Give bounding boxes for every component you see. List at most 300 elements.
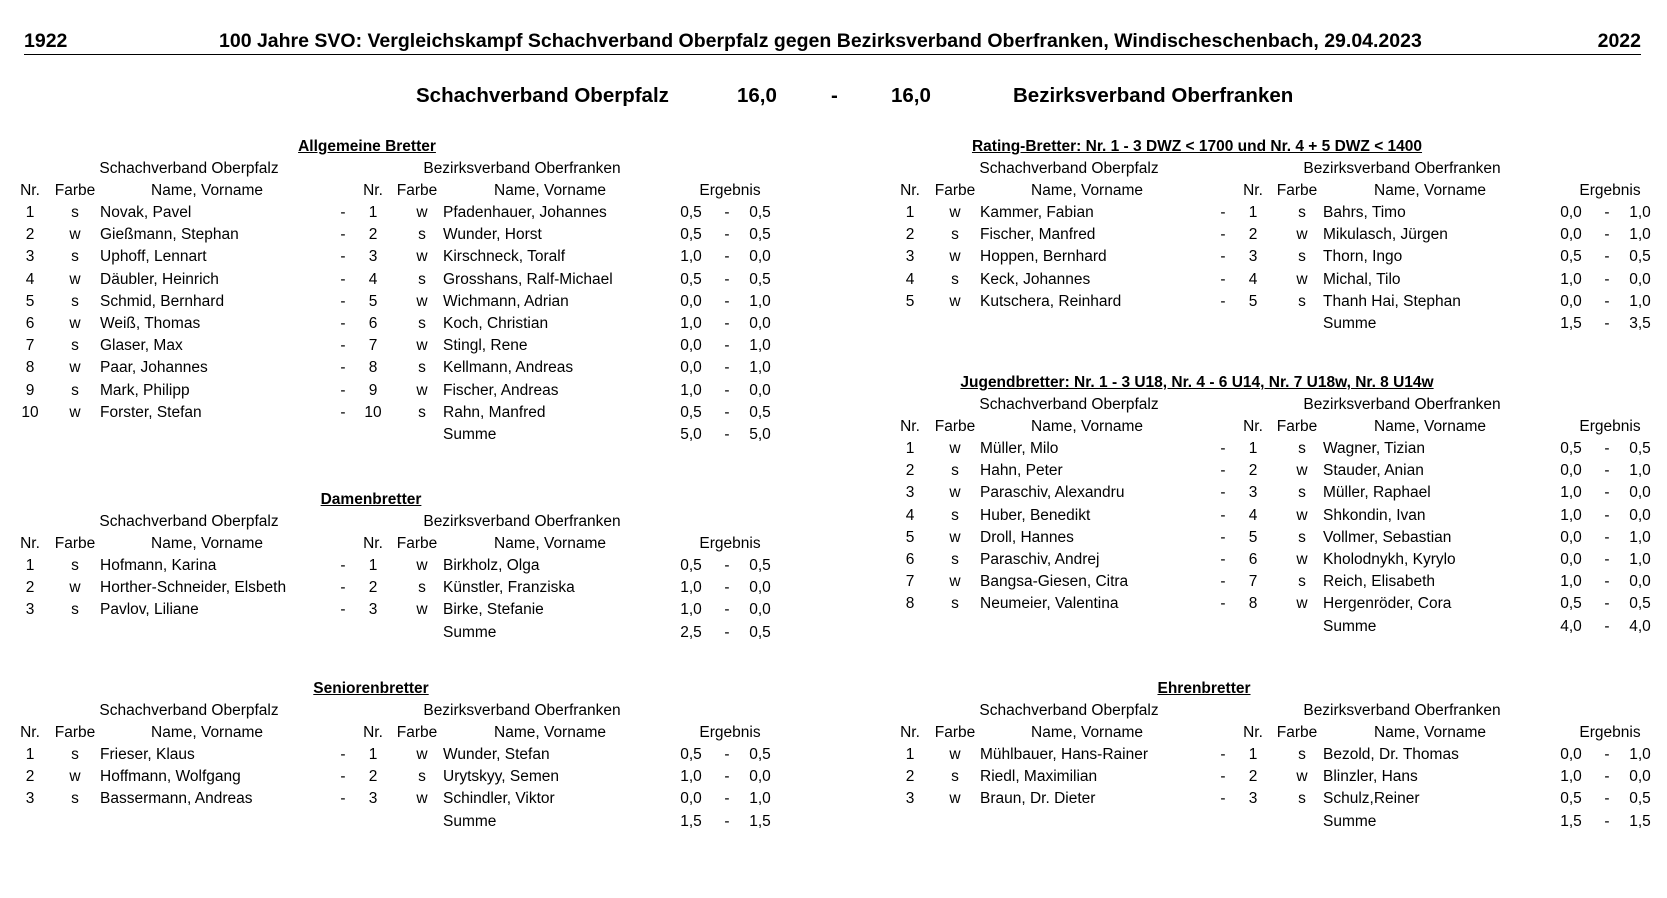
result-dash: - bbox=[724, 601, 730, 619]
pairing-dash: - bbox=[1220, 462, 1226, 480]
result-a: 0,0 bbox=[1560, 462, 1582, 480]
sum-b: 1,5 bbox=[749, 812, 771, 830]
team-a-score: 16,0 bbox=[737, 84, 777, 107]
col-nr-b: Nr. bbox=[363, 724, 383, 741]
player-b: Urytskyy, Semen bbox=[443, 768, 559, 786]
result-a: 0,0 bbox=[680, 359, 702, 377]
result-a: 1,0 bbox=[680, 248, 702, 266]
player-b: Birkholz, Olga bbox=[443, 557, 540, 574]
color-a: w bbox=[949, 484, 961, 502]
color-a: s bbox=[71, 292, 79, 310]
nr-b: 4 bbox=[1248, 270, 1258, 288]
color-b: s bbox=[1298, 573, 1306, 591]
nr-b: 3 bbox=[368, 601, 378, 619]
result-a: 1,0 bbox=[1560, 484, 1582, 502]
result-b: 1,0 bbox=[749, 337, 771, 355]
result-b: 0,5 bbox=[1629, 440, 1651, 457]
nr-b: 2 bbox=[368, 226, 378, 244]
player-a: Schmid, Bernhard bbox=[100, 292, 225, 310]
table-row bbox=[19, 313, 771, 335]
result-dash: - bbox=[724, 579, 730, 597]
result-b: 1,0 bbox=[749, 359, 771, 377]
col-nr-a: Nr. bbox=[900, 182, 920, 199]
sum-dash: - bbox=[1604, 315, 1610, 332]
color-a: s bbox=[951, 270, 959, 288]
team-a-label: Schachverband Oberpfalz bbox=[99, 702, 279, 719]
table-row bbox=[19, 202, 771, 224]
sum-a: 5,0 bbox=[680, 426, 702, 443]
nr-a: 5 bbox=[905, 528, 915, 546]
nr-a: 2 bbox=[25, 226, 35, 244]
section-title: Allgemeine Bretter bbox=[298, 138, 436, 155]
nr-a: 1 bbox=[905, 746, 915, 763]
color-b: w bbox=[1296, 768, 1308, 786]
nr-b: 3 bbox=[1248, 248, 1258, 266]
result-dash: - bbox=[1604, 790, 1610, 808]
pairing-dash: - bbox=[1220, 528, 1226, 546]
col-ergebnis: Ergebnis bbox=[1579, 724, 1641, 741]
result-dash: - bbox=[1604, 226, 1610, 244]
table-row bbox=[899, 549, 1651, 571]
player-a: Paar, Johannes bbox=[100, 359, 208, 377]
pairing-dash: - bbox=[340, 270, 346, 288]
col-name-a: Name, Vorname bbox=[1031, 724, 1143, 741]
player-a: Kutschera, Reinhard bbox=[980, 292, 1122, 310]
color-a: s bbox=[71, 248, 79, 266]
table-row bbox=[899, 269, 1651, 291]
color-a: w bbox=[949, 440, 961, 457]
player-b: Reich, Elisabeth bbox=[1323, 573, 1436, 591]
section-title: Jugendbretter: Nr. 1 - 3 U18, Nr. 4 - 6 U14, Nr. 7 U18w, Nr. 8 U14w bbox=[960, 374, 1434, 391]
player-b: Thorn, Ingo bbox=[1323, 248, 1403, 266]
result-a: 0,0 bbox=[1560, 292, 1582, 310]
col-nr-b: Nr. bbox=[363, 182, 383, 199]
result-dash: - bbox=[1604, 595, 1610, 613]
player-b: Vollmer, Sebastian bbox=[1323, 528, 1452, 546]
pairing-dash: - bbox=[1220, 484, 1226, 502]
result-b: 0,0 bbox=[1629, 768, 1651, 786]
result-b: 0,0 bbox=[1629, 506, 1651, 524]
result-b: 0,5 bbox=[749, 746, 771, 763]
nr-b: 10 bbox=[364, 403, 382, 421]
result-dash: - bbox=[724, 248, 730, 266]
result-a: 1,0 bbox=[680, 579, 702, 597]
color-b: s bbox=[1298, 528, 1306, 546]
result-a: 0,5 bbox=[680, 226, 702, 244]
color-a: s bbox=[951, 595, 959, 613]
nr-a: 10 bbox=[21, 403, 39, 421]
nr-b: 4 bbox=[368, 270, 378, 288]
col-nr-a: Nr. bbox=[20, 182, 40, 199]
color-a: w bbox=[69, 315, 81, 332]
result-dash: - bbox=[1604, 573, 1610, 591]
col-farbe-a: Farbe bbox=[934, 418, 976, 435]
color-a: w bbox=[949, 204, 961, 221]
player-b: Wunder, Stefan bbox=[443, 746, 550, 763]
color-a: s bbox=[71, 381, 79, 399]
color-b: w bbox=[416, 790, 428, 808]
col-farbe-b: Farbe bbox=[1276, 182, 1318, 199]
column-header-row bbox=[19, 180, 759, 202]
nr-a: 1 bbox=[25, 204, 35, 221]
nr-b: 1 bbox=[368, 204, 378, 221]
year-right: 2022 bbox=[1597, 30, 1641, 52]
nr-a: 1 bbox=[905, 440, 915, 457]
color-a: w bbox=[69, 768, 81, 786]
result-dash: - bbox=[724, 270, 730, 288]
col-nr-b: Nr. bbox=[363, 535, 383, 552]
col-farbe-b: Farbe bbox=[1276, 418, 1318, 435]
result-dash: - bbox=[724, 337, 730, 355]
col-ergebnis: Ergebnis bbox=[1579, 182, 1641, 199]
table-row bbox=[899, 744, 1651, 766]
player-b: Müller, Raphael bbox=[1323, 484, 1431, 502]
sum-dash: - bbox=[724, 812, 730, 830]
player-a: Horther-Schneider, Elsbeth bbox=[100, 579, 287, 597]
nr-a: 6 bbox=[905, 551, 915, 568]
result-b: 1,0 bbox=[1629, 204, 1651, 221]
result-a: 1,0 bbox=[680, 381, 702, 399]
col-name-b: Name, Vorname bbox=[494, 535, 606, 552]
result-dash: - bbox=[724, 790, 730, 808]
sum-label: Summe bbox=[443, 812, 497, 830]
player-a: Glaser, Max bbox=[100, 337, 183, 355]
nr-a: 9 bbox=[25, 381, 35, 399]
player-b: Mikulasch, Jürgen bbox=[1323, 226, 1448, 244]
player-b: Grosshans, Ralf-Michael bbox=[443, 270, 613, 288]
result-dash: - bbox=[1604, 292, 1610, 310]
result-b: 0,5 bbox=[1629, 595, 1651, 613]
result-dash: - bbox=[724, 746, 730, 763]
color-a: w bbox=[949, 746, 961, 763]
color-a: w bbox=[949, 292, 961, 310]
player-a: Hoppen, Bernhard bbox=[980, 248, 1107, 266]
player-b: Thanh Hai, Stephan bbox=[1323, 292, 1461, 310]
team-a-label: Schachverband Oberpfalz bbox=[99, 160, 279, 177]
result-dash: - bbox=[724, 557, 730, 574]
player-b: Kholodnykh, Kyrylo bbox=[1323, 551, 1456, 568]
result-b: 0,5 bbox=[749, 403, 771, 421]
pairing-dash: - bbox=[1220, 440, 1226, 457]
result-b: 1,0 bbox=[1629, 462, 1651, 480]
result-a: 1,0 bbox=[1560, 768, 1582, 786]
player-a: Novak, Pavel bbox=[100, 204, 192, 221]
nr-a: 5 bbox=[905, 292, 915, 310]
col-name-b: Name, Vorname bbox=[1374, 182, 1486, 199]
table-row bbox=[19, 555, 771, 577]
nr-b: 1 bbox=[368, 746, 378, 763]
player-b: Wagner, Tizian bbox=[1323, 440, 1425, 457]
color-b: s bbox=[418, 226, 426, 244]
result-b: 0,0 bbox=[749, 768, 771, 786]
table-row bbox=[899, 224, 1651, 246]
sum-row bbox=[19, 424, 771, 446]
result-a: 0,0 bbox=[680, 337, 702, 355]
team-a-label: Schachverband Oberpfalz bbox=[979, 702, 1159, 719]
sum-b: 5,0 bbox=[749, 426, 771, 443]
result-b: 0,0 bbox=[1629, 270, 1651, 288]
result-a: 1,0 bbox=[680, 768, 702, 786]
color-b: w bbox=[1296, 551, 1308, 568]
nr-b: 9 bbox=[368, 381, 378, 399]
table-row bbox=[899, 438, 1651, 460]
color-a: s bbox=[951, 226, 959, 244]
player-a: Neumeier, Valentina bbox=[980, 595, 1119, 613]
pairing-dash: - bbox=[340, 403, 346, 421]
result-dash: - bbox=[724, 359, 730, 377]
color-a: s bbox=[71, 204, 79, 221]
table-row bbox=[19, 269, 771, 291]
col-name-a: Name, Vorname bbox=[151, 724, 263, 741]
color-a: s bbox=[71, 746, 79, 763]
team-b-label: Bezirksverband Oberfranken bbox=[1303, 396, 1501, 413]
result-a: 0,5 bbox=[680, 270, 702, 288]
result-b: 0,5 bbox=[749, 204, 771, 221]
color-a: s bbox=[71, 337, 79, 355]
color-b: w bbox=[416, 204, 428, 221]
nr-b: 3 bbox=[368, 790, 378, 808]
player-a: Frieser, Klaus bbox=[100, 746, 195, 763]
result-b: 1,0 bbox=[1629, 746, 1651, 763]
pairing-dash: - bbox=[1220, 270, 1226, 288]
column-header-row bbox=[899, 722, 1639, 744]
color-b: s bbox=[1298, 746, 1306, 763]
nr-b: 1 bbox=[1248, 440, 1258, 457]
pairing-dash: - bbox=[340, 248, 346, 266]
table-row bbox=[899, 505, 1651, 527]
team-a-label: Schachverband Oberpfalz bbox=[99, 513, 279, 530]
color-a: w bbox=[949, 528, 961, 546]
sum-b: 4,0 bbox=[1629, 617, 1651, 635]
pairing-dash: - bbox=[340, 226, 346, 244]
result-dash: - bbox=[724, 204, 730, 221]
result-dash: - bbox=[1604, 506, 1610, 524]
player-a: Paraschiv, Andrej bbox=[980, 551, 1100, 568]
table-row bbox=[899, 766, 1651, 788]
player-b: Shkondin, Ivan bbox=[1323, 506, 1426, 524]
sum-row bbox=[899, 811, 1651, 833]
color-a: w bbox=[69, 579, 81, 597]
nr-a: 1 bbox=[905, 204, 915, 221]
color-a: w bbox=[69, 270, 81, 288]
result-dash: - bbox=[1604, 440, 1610, 457]
pairing-dash: - bbox=[1220, 573, 1226, 591]
col-nr-b: Nr. bbox=[1243, 418, 1263, 435]
team-a-name: Schachverband Oberpfalz bbox=[416, 84, 669, 107]
color-b: w bbox=[416, 601, 428, 619]
pairing-dash: - bbox=[340, 746, 346, 763]
nr-b: 8 bbox=[1248, 595, 1258, 613]
player-a: Braun, Dr. Dieter bbox=[980, 790, 1096, 808]
result-b: 0,5 bbox=[1629, 790, 1651, 808]
nr-a: 4 bbox=[25, 270, 35, 288]
sum-b: 3,5 bbox=[1629, 315, 1651, 332]
result-a: 0,0 bbox=[680, 292, 702, 310]
nr-a: 1 bbox=[25, 557, 35, 574]
result-b: 1,0 bbox=[1629, 292, 1651, 310]
col-ergebnis: Ergebnis bbox=[699, 724, 761, 741]
board-section bbox=[19, 136, 771, 443]
result-dash: - bbox=[1604, 551, 1610, 568]
player-b: Wunder, Horst bbox=[443, 226, 542, 244]
table-row bbox=[899, 246, 1651, 268]
col-name-b: Name, Vorname bbox=[1374, 418, 1486, 435]
pairing-dash: - bbox=[1220, 248, 1226, 266]
pairing-dash: - bbox=[1220, 226, 1226, 244]
color-b: w bbox=[416, 337, 428, 355]
color-b: s bbox=[1298, 484, 1306, 502]
col-farbe-a: Farbe bbox=[934, 724, 976, 741]
color-a: w bbox=[69, 226, 81, 244]
result-b: 0,5 bbox=[1629, 248, 1651, 266]
sum-label: Summe bbox=[1323, 617, 1377, 635]
player-a: Hahn, Peter bbox=[980, 462, 1063, 480]
pairing-dash: - bbox=[340, 790, 346, 808]
sum-a: 1,5 bbox=[1560, 315, 1582, 332]
result-b: 0,0 bbox=[749, 248, 771, 266]
document-header bbox=[24, 30, 1641, 55]
nr-a: 7 bbox=[25, 337, 35, 355]
result-a: 0,5 bbox=[1560, 440, 1582, 457]
nr-b: 1 bbox=[1248, 746, 1258, 763]
color-b: s bbox=[418, 270, 426, 288]
nr-a: 4 bbox=[905, 270, 915, 288]
player-b: Hergenröder, Cora bbox=[1323, 595, 1452, 613]
player-a: Kammer, Fabian bbox=[980, 204, 1094, 221]
pairing-dash: - bbox=[1220, 551, 1226, 568]
column-header-row bbox=[899, 180, 1639, 202]
nr-b: 4 bbox=[1248, 506, 1258, 524]
player-a: Hofmann, Karina bbox=[100, 557, 217, 574]
color-a: w bbox=[949, 248, 961, 266]
result-dash: - bbox=[1604, 270, 1610, 288]
nr-a: 3 bbox=[25, 601, 35, 619]
col-ergebnis: Ergebnis bbox=[699, 182, 761, 199]
result-b: 1,0 bbox=[749, 790, 771, 808]
result-dash: - bbox=[724, 315, 730, 332]
nr-a: 1 bbox=[25, 746, 35, 763]
col-name-b: Name, Vorname bbox=[494, 724, 606, 741]
player-a: Uphoff, Lennart bbox=[100, 248, 207, 266]
result-b: 0,5 bbox=[749, 226, 771, 244]
sum-row bbox=[899, 616, 1651, 638]
color-b: w bbox=[416, 746, 428, 763]
player-a: Mark, Philipp bbox=[100, 381, 190, 399]
sum-dash: - bbox=[1604, 617, 1610, 635]
result-dash: - bbox=[1604, 746, 1610, 763]
team-b-label: Bezirksverband Oberfranken bbox=[423, 513, 621, 530]
table-row bbox=[899, 482, 1651, 504]
color-b: s bbox=[418, 403, 426, 421]
nr-a: 3 bbox=[25, 248, 35, 266]
pairing-dash: - bbox=[1220, 292, 1226, 310]
pairing-dash: - bbox=[1220, 768, 1226, 786]
table-row bbox=[899, 527, 1651, 549]
nr-b: 7 bbox=[368, 337, 378, 355]
sum-label: Summe bbox=[443, 426, 497, 443]
player-a: Droll, Hannes bbox=[980, 528, 1074, 546]
player-b: Künstler, Franziska bbox=[443, 579, 575, 597]
nr-a: 6 bbox=[25, 315, 35, 332]
color-a: w bbox=[69, 403, 81, 421]
sum-a: 4,0 bbox=[1560, 617, 1582, 635]
result-dash: - bbox=[1604, 484, 1610, 502]
nr-a: 5 bbox=[25, 292, 35, 310]
color-b: w bbox=[416, 557, 428, 574]
result-a: 0,5 bbox=[1560, 790, 1582, 808]
sum-label: Summe bbox=[443, 623, 497, 641]
pairing-dash: - bbox=[340, 204, 346, 221]
nr-b: 2 bbox=[368, 579, 378, 597]
sum-a: 1,5 bbox=[680, 812, 702, 830]
color-a: s bbox=[951, 462, 959, 480]
table-row bbox=[19, 599, 771, 621]
result-b: 0,0 bbox=[749, 381, 771, 399]
player-a: Huber, Benedikt bbox=[980, 506, 1091, 524]
col-farbe-b: Farbe bbox=[396, 724, 438, 741]
pairing-dash: - bbox=[1220, 595, 1226, 613]
team-a-label: Schachverband Oberpfalz bbox=[979, 396, 1159, 413]
result-a: 0,0 bbox=[680, 790, 702, 808]
player-b: Fischer, Andreas bbox=[443, 381, 559, 399]
section-title: Ehrenbretter bbox=[1157, 680, 1251, 697]
player-b: Kellmann, Andreas bbox=[443, 359, 574, 377]
color-a: s bbox=[951, 768, 959, 786]
player-a: Paraschiv, Alexandru bbox=[980, 484, 1125, 502]
nr-b: 5 bbox=[1248, 292, 1258, 310]
player-b: Stingl, Rene bbox=[443, 337, 528, 355]
nr-b: 2 bbox=[368, 768, 378, 786]
col-name-a: Name, Vorname bbox=[151, 535, 263, 552]
color-a: s bbox=[71, 601, 79, 619]
result-dash: - bbox=[1604, 204, 1610, 221]
color-a: s bbox=[71, 790, 79, 808]
table-row bbox=[899, 460, 1651, 482]
player-a: Müller, Milo bbox=[980, 440, 1059, 457]
player-a: Riedl, Maximilian bbox=[980, 768, 1098, 786]
nr-a: 8 bbox=[905, 595, 915, 613]
table-row bbox=[19, 577, 771, 599]
result-b: 0,0 bbox=[749, 315, 771, 332]
result-b: 0,0 bbox=[749, 601, 771, 619]
document-title: 100 Jahre SVO: Vergleichskampf Schachverband Oberpfalz gegen Bezirksverband Oberfranken, Windischeschenbach, 29.04.2023 bbox=[219, 30, 1422, 52]
board-section bbox=[19, 678, 771, 898]
pairing-dash: - bbox=[1220, 506, 1226, 524]
result-a: 1,0 bbox=[1560, 573, 1582, 591]
result-b: 0,5 bbox=[749, 270, 771, 288]
result-dash: - bbox=[1604, 768, 1610, 786]
col-farbe-b: Farbe bbox=[396, 535, 438, 552]
result-a: 0,0 bbox=[1560, 204, 1582, 221]
color-b: s bbox=[1298, 204, 1306, 221]
result-a: 0,5 bbox=[680, 204, 702, 221]
result-b: 1,0 bbox=[1629, 528, 1651, 546]
color-b: w bbox=[416, 248, 428, 266]
table-row bbox=[19, 246, 771, 268]
result-b: 0,0 bbox=[749, 579, 771, 597]
color-b: w bbox=[416, 381, 428, 399]
pairing-dash: - bbox=[340, 768, 346, 786]
sum-row bbox=[19, 811, 771, 833]
section-title: Rating-Bretter: Nr. 1 - 3 DWZ < 1700 und Nr. 4 + 5 DWZ < 1400 bbox=[971, 138, 1423, 155]
col-name-a: Name, Vorname bbox=[1031, 182, 1143, 199]
pairing-dash: - bbox=[340, 315, 346, 332]
board-section bbox=[19, 489, 771, 709]
color-b: w bbox=[1296, 226, 1308, 244]
player-b: Koch, Christian bbox=[443, 315, 549, 332]
nr-a: 3 bbox=[905, 248, 915, 266]
player-a: Hoffmann, Wolfgang bbox=[100, 768, 241, 786]
